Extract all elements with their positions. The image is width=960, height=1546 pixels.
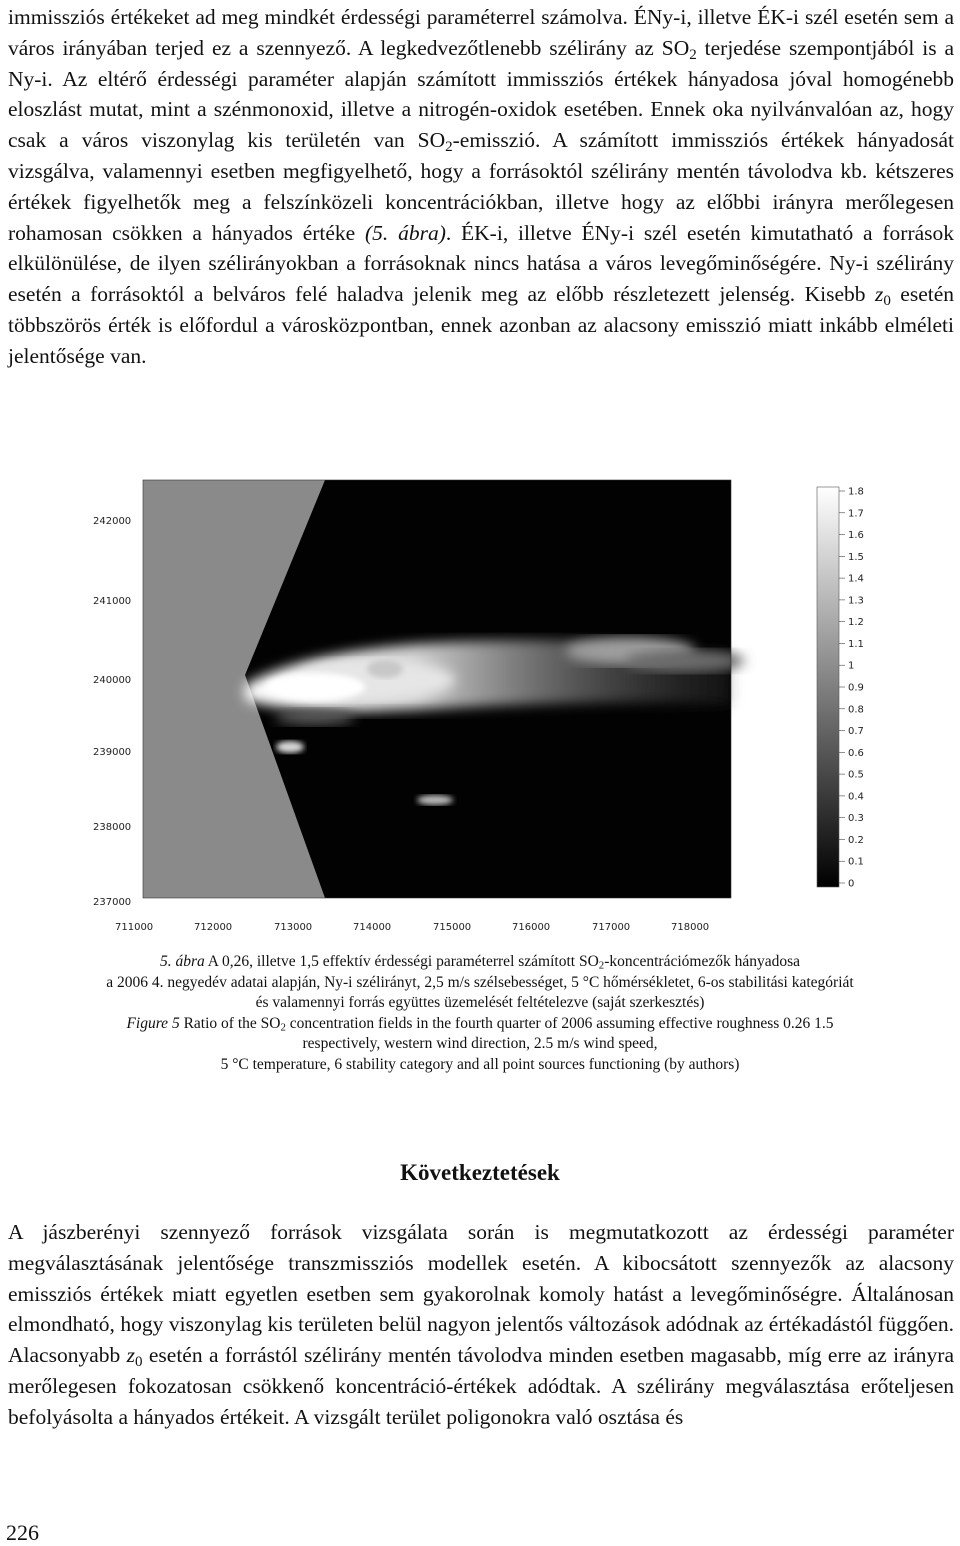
colorbar-tick-label: 0.7 — [848, 726, 864, 738]
colorbar-tick-label: 1.4 — [848, 573, 864, 585]
colorbar-tick-label: 0.3 — [848, 813, 864, 825]
colorbar-tick-label: 0.1 — [848, 856, 864, 868]
x-tick-label: 715000 — [433, 922, 472, 933]
colorbar-tick-label: 1 — [848, 660, 855, 672]
y-tick-label: 242000 — [93, 516, 132, 527]
caption-hu-line-1: 5. ábra A 0,26, illetve 1,5 effektív érdességi paraméterrel számított $SO_2$-koncentrációmezők hányadosa — [159, 953, 801, 972]
colorbar-tick-label: 0.5 — [848, 769, 864, 781]
caption-en-line-2: respectively, western wind direction, 2.5 m/s wind speed, — [302, 1035, 658, 1052]
x-tick-label: 718000 — [671, 922, 710, 933]
x-axis — [115, 922, 709, 933]
y-tick-label: 238000 — [93, 822, 132, 833]
caption-en-line-1: Figure 5 Ratio of the $SO_2$ concentration fields in the fourth quarter of 2006 assuming effective roughness 0.26 1.5 — [126, 1014, 834, 1034]
colorbar-tick-label: 0.6 — [848, 747, 864, 759]
colorbar-tick-label: 0.4 — [848, 791, 864, 803]
colorbar-tick-label: 1.1 — [848, 638, 864, 650]
caption-hu-line-3: és valamennyi forrás együttes üzemelését feltételezve (saját szerkesztés) — [255, 994, 705, 1011]
x-tick-label: 716000 — [512, 922, 551, 933]
colorbar-tick-label: 1.6 — [848, 530, 864, 542]
concentration-ratio-figure — [85, 455, 890, 945]
figure-caption — [40, 952, 920, 1075]
body-paragraph-1: immissziós értékeket ad meg mindkét érdességi paraméterrel számolva. ÉNy-i, illetve ÉK-i szél esetén sem a város irányában terjed ez a szennyező. A legkedvezőtlenebb szélirány az $SO_2$ terjedése szempontjából is a Ny-i. Az eltérő érdességi paraméter alapján számított immissziós értékek hányadosa jóval homogénebb eloszlást mutat, mint a szénmonoxid, illetve a nitrogén-oxidok esetében. Ennek oka nyilvánvalóan az, hogy csak a város viszonylag kis területén van $SO_2$-emisszió. A számított immissziós értékek hányadosát vizsgálva, valamennyi esetben megfigyelhető, hogy a forrásoktól szélirány mentén távolodva kb. kétszeres értékek figyelhetők meg a felszínközeli koncentrációkban, illetve hogy az előbbi irányra merőlegesen rohamosan csökken a hányados értéke (5. ábra). ÉK-i, illetve ÉNy-i szél esetén kimutatható a források elkülönülése, de ilyen szélirányokban a forrásoknak nincs hatása a város levegőminőségére. Ny-i szélirány esetén a forrásoktól a belváros felé haladva jelenik meg az előbb részletezett jelenség. Kisebb $z_0$ esetén többszörös érték is előfordul a városközpontban, ennek azonban az alacsony emisszió miatt inkább elméleti jelentősége van. — [8, 5, 955, 368]
caption-hu-line-2: a 2006 4. negyedév adatai alapján, Ny-i szélirányt, 2,5 m/s szélsebességet, 5 °C hőmérsékletet, 6-os stabilitási kategóriát — [106, 973, 854, 991]
colorbar-tick-label: 0.2 — [848, 834, 864, 846]
x-tick-label: 711000 — [115, 922, 154, 933]
colorbar-tick-label: 1.3 — [848, 595, 864, 607]
x-tick-label: 714000 — [353, 922, 392, 933]
x-tick-label: 712000 — [194, 922, 233, 933]
x-tick-label: 713000 — [274, 922, 313, 933]
colorbar-tick-label: 0 — [848, 878, 855, 890]
y-axis — [93, 516, 131, 908]
y-tick-label: 240000 — [93, 675, 132, 686]
colorbar — [817, 487, 839, 887]
body-paragraph-2: A jászberényi szennyező források vizsgálata során is megmutatkozott az érdességi paraméter megválasztásának jelentősége transzmissziós modellek esetén. A kibocsátott szennyezők az alacsony emissziós értékek miatt egyetlen esetben sem gyakorolnak komoly hatást a levegőminőségre. Általánosan elmondható, hogy viszonylag kis területen belül nagyon jelentős változások adódnak az értékadástól függően. Alacsonyabb $z_0$ esetén a forrástól szélirány mentén távolodva minden esetben magasabb, míg erre az irányra merőlegesen fokozatosan csökkenő koncentráció-értékek adódtak. A szélirány megválasztása erőteljesen befolyásolta a hányados értékeit. A vizsgált terület poligonokra való osztása és — [8, 1220, 954, 1429]
section-title: Következtetések — [400, 1160, 560, 1185]
colorbar-tick-label: 1.8 — [848, 486, 864, 498]
colorbar-tick-label: 1.5 — [848, 551, 864, 563]
colorbar-tick-label: 0.8 — [848, 704, 864, 716]
colorbar-ticks — [839, 487, 864, 890]
y-tick-label: 241000 — [93, 596, 132, 607]
colorbar-tick-label: 1.7 — [848, 508, 864, 520]
page-number: 226 — [6, 1520, 39, 1545]
colorbar-tick-label: 1.2 — [848, 617, 864, 629]
x-tick-label: 717000 — [592, 922, 631, 933]
y-tick-label: 239000 — [93, 747, 132, 758]
y-tick-label: 237000 — [93, 897, 132, 908]
caption-en-line-3: 5 °C temperature, 6 stability category and all point sources functioning (by authors) — [220, 1055, 740, 1073]
colorbar-tick-label: 0.9 — [848, 682, 864, 694]
